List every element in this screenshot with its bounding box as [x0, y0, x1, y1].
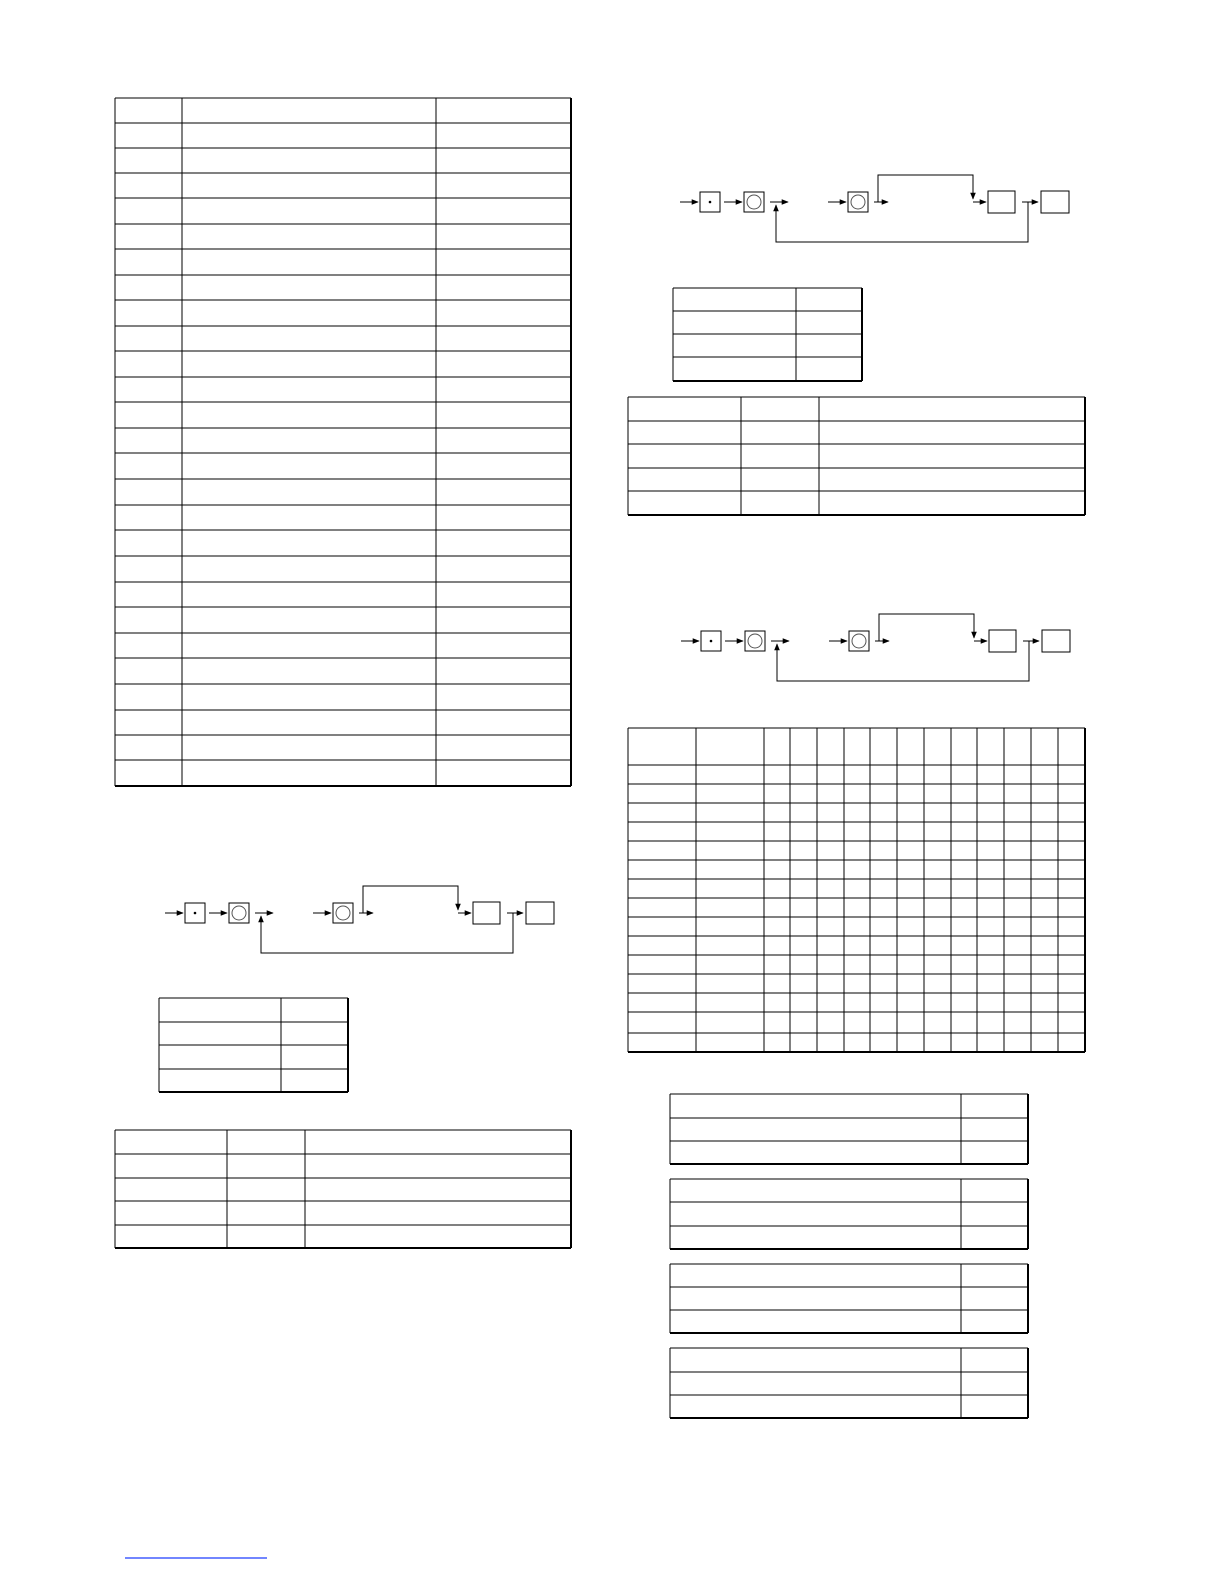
blank-key [989, 630, 1016, 652]
box-table-2 [670, 1179, 1028, 1249]
box-table-1 [670, 1094, 1028, 1164]
circle-icon [852, 634, 866, 648]
small-table-right [673, 288, 862, 381]
small-table-left [159, 998, 348, 1092]
dot-icon [194, 912, 197, 915]
box-table-3 [670, 1264, 1028, 1333]
skip-path [878, 175, 973, 202]
key-sequence-diagram-right-middle [681, 614, 1070, 681]
blank-key [1041, 191, 1069, 213]
wide-table-right [628, 397, 1085, 515]
circle-icon [851, 195, 865, 209]
circle-icon [336, 906, 350, 920]
blank-key [526, 902, 554, 924]
circle-icon [747, 195, 761, 209]
circle-icon [232, 906, 246, 920]
dot-icon [709, 201, 712, 204]
circle-icon [748, 634, 762, 648]
key-sequence-diagram-right-top [680, 175, 1069, 242]
main-list-table [115, 98, 571, 786]
wide-table-left [115, 1130, 571, 1248]
blank-key [473, 902, 500, 924]
blank-key [1042, 630, 1070, 652]
dot-icon [710, 640, 713, 643]
grid-table [628, 728, 1085, 1052]
skip-path [879, 614, 974, 641]
box-table-4 [670, 1348, 1028, 1418]
blank-key [988, 191, 1015, 213]
key-sequence-diagram-left [165, 886, 554, 953]
skip-path [363, 886, 458, 913]
